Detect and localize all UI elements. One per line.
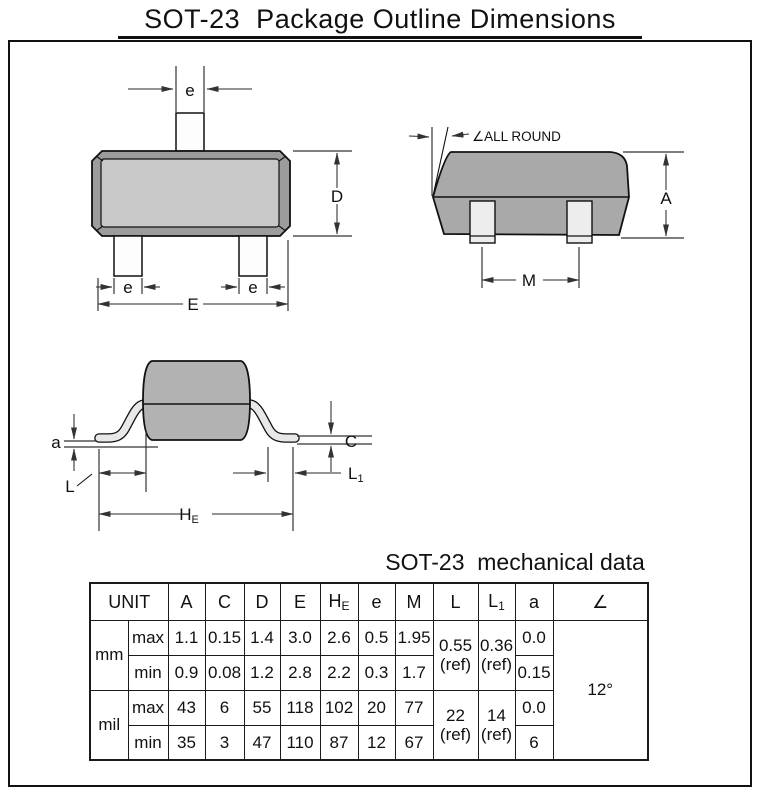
mechanical-data-table bbox=[89, 582, 649, 761]
col-header-e: e bbox=[358, 583, 395, 620]
cell-mil-max-A: 43 bbox=[168, 690, 205, 725]
row-label-max: max bbox=[128, 690, 168, 725]
col-header-E: E bbox=[280, 583, 320, 620]
col-header-L1: $L_1$ bbox=[478, 583, 515, 620]
cell-angle: 12° bbox=[553, 620, 648, 760]
cell-mil-L: 22 (ref) bbox=[433, 690, 478, 760]
dim-label-e-right: e bbox=[248, 278, 258, 297]
dim-label-C: C bbox=[344, 432, 358, 451]
dim-label-L1: L1 bbox=[348, 464, 364, 485]
cell-mil-max-M: 77 bbox=[395, 690, 433, 725]
cell-mm-min-M: 1.7 bbox=[395, 655, 433, 690]
cell-mm-max-e: 0.5 bbox=[358, 620, 395, 655]
bottom-lead-right bbox=[239, 236, 267, 276]
unit-mm: mm bbox=[90, 620, 128, 690]
cell-mm-max-A: 1.1 bbox=[168, 620, 205, 655]
cell-mil-max-e: 20 bbox=[358, 690, 395, 725]
cell-mil-min-A: 35 bbox=[168, 725, 205, 760]
row-label-min: min bbox=[128, 655, 168, 690]
bottom-lead-left bbox=[114, 236, 142, 276]
package-body-front bbox=[101, 159, 279, 227]
front-view bbox=[92, 66, 352, 314]
cell-mm-L1: 0.36 (ref) bbox=[478, 620, 515, 690]
dim-label-a: a bbox=[51, 433, 61, 452]
callout-arrow bbox=[409, 136, 429, 137]
col-header-D: D bbox=[244, 583, 280, 620]
cell-mm-min-E: 2.8 bbox=[280, 655, 320, 690]
cell-mil-min-HE: 87 bbox=[320, 725, 358, 760]
dim-label-e-top: e bbox=[185, 81, 195, 100]
row-label-min: min bbox=[128, 725, 168, 760]
cell-mil-min-E: 110 bbox=[280, 725, 320, 760]
unit-mil: mil bbox=[90, 690, 128, 760]
cell-mil-L1: 14 (ref) bbox=[478, 690, 515, 760]
cell-mm-max-M: 1.95 bbox=[395, 620, 433, 655]
cell-mil-min-a: 6 bbox=[515, 725, 553, 760]
cell-mm-max-E: 3.0 bbox=[280, 620, 320, 655]
dim-label-d: D bbox=[330, 187, 344, 206]
dim-label-L: L bbox=[65, 477, 75, 496]
cell-mil-max-E: 118 bbox=[280, 690, 320, 725]
table-row-mm-max bbox=[90, 620, 648, 655]
col-header-angle: ∠ bbox=[553, 583, 648, 620]
cell-mm-max-D: 1.4 bbox=[244, 620, 280, 655]
cell-mm-min-D: 1.2 bbox=[244, 655, 280, 690]
lead-3d-left bbox=[470, 201, 495, 243]
dim-label-A: A bbox=[660, 189, 672, 208]
col-header-M: M bbox=[395, 583, 433, 620]
cell-mm-min-C: 0.08 bbox=[205, 655, 244, 690]
col-header-unit: UNIT bbox=[90, 583, 168, 620]
cell-mm-max-HE: 2.6 bbox=[320, 620, 358, 655]
col-header-HE: $H_E$ bbox=[320, 583, 358, 620]
dim-label-E: E bbox=[187, 295, 199, 314]
callout-arrow bbox=[452, 134, 469, 136]
row-label-max: max bbox=[128, 620, 168, 655]
page-title: SOT-23 Package Outline Dimensions bbox=[118, 4, 642, 39]
dim-label-HE: HE bbox=[179, 505, 199, 526]
cell-mil-min-M: 67 bbox=[395, 725, 433, 760]
cell-mm-max-C: 0.15 bbox=[205, 620, 244, 655]
cell-mm-L: 0.55 (ref) bbox=[433, 620, 478, 690]
profile-view bbox=[51, 361, 372, 531]
dim-label-e-left: e bbox=[123, 278, 133, 297]
cell-mil-max-C: 6 bbox=[205, 690, 244, 725]
cell-mm-min-a: 0.15 bbox=[515, 655, 553, 690]
cell-mm-min-HE: 2.2 bbox=[320, 655, 358, 690]
cell-mil-max-D: 55 bbox=[244, 690, 280, 725]
mechanical-data-heading: SOT-23 mechanical data bbox=[385, 549, 645, 575]
cell-mil-min-e: 12 bbox=[358, 725, 395, 760]
perspective-view bbox=[409, 127, 684, 290]
col-header-L: L bbox=[433, 583, 478, 620]
dim-label-M: M bbox=[521, 271, 537, 290]
package-body-profile bbox=[143, 361, 250, 440]
leader-line bbox=[77, 474, 92, 486]
cell-mm-max-a: 0.0 bbox=[515, 620, 553, 655]
table-header-row bbox=[90, 583, 648, 620]
cell-mil-max-a: 0.0 bbox=[515, 690, 553, 725]
top-lead bbox=[176, 113, 204, 151]
cell-mm-min-e: 0.3 bbox=[358, 655, 395, 690]
col-header-C: C bbox=[205, 583, 244, 620]
cell-mil-max-HE: 102 bbox=[320, 690, 358, 725]
col-header-a: a bbox=[515, 583, 553, 620]
package-body-3d bbox=[433, 152, 629, 235]
all-round-note: ∠ALL ROUND bbox=[472, 129, 561, 144]
lead-3d-right bbox=[567, 201, 592, 243]
cell-mm-min-A: 0.9 bbox=[168, 655, 205, 690]
col-header-A: A bbox=[168, 583, 205, 620]
cell-mil-min-C: 3 bbox=[205, 725, 244, 760]
cell-mil-min-D: 47 bbox=[244, 725, 280, 760]
